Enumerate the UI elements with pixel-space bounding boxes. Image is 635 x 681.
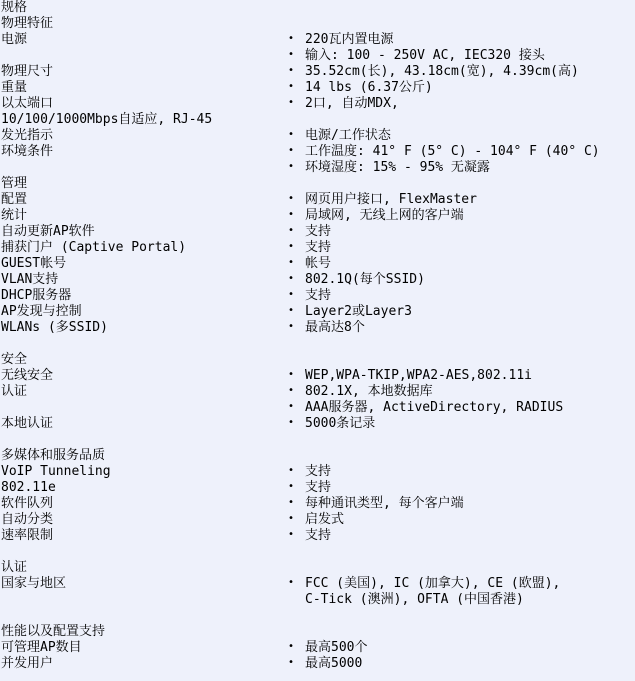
spec-label: VoIP Tunneling <box>1 464 111 479</box>
bullet-icon: • <box>288 241 295 252</box>
bullet-icon: • <box>288 161 295 172</box>
spec-value: 220瓦内置电源 <box>305 32 394 47</box>
bullet-icon: • <box>288 529 295 540</box>
spec-row <box>0 208 635 224</box>
bullet-icon: • <box>288 417 295 428</box>
spec-value: 802.1X, 本地数据库 <box>305 384 433 399</box>
spec-row <box>0 256 635 272</box>
spec-label: WLANs (多SSID) <box>1 320 108 335</box>
bullet-icon: • <box>288 49 295 60</box>
spec-value: 支持 <box>305 464 332 479</box>
spec-row <box>0 288 635 304</box>
section-title-text: 安全 <box>1 352 28 367</box>
spec-label: 环境条件 <box>1 144 54 159</box>
spec-row <box>0 304 635 320</box>
spec-label: 重量 <box>1 80 28 95</box>
spec-row <box>0 656 635 672</box>
bullet-icon: • <box>288 577 295 588</box>
spec-value-continuation: C-Tick (澳洲), OFTA (中国香港) <box>305 592 524 607</box>
section-title <box>0 448 635 464</box>
spec-label: 自动分类 <box>1 512 54 527</box>
spec-value: 802.1Q(每个SSID) <box>305 272 425 287</box>
bullet-icon: • <box>288 513 295 524</box>
spec-value-wrap <box>0 592 635 608</box>
section-title <box>0 0 635 16</box>
spec-label: 电源 <box>1 32 28 47</box>
spec-label: 国家与地区 <box>1 576 67 591</box>
spec-value: 2口, 自动MDX, <box>305 96 399 111</box>
spec-value: WEP,WPA-TKIP,WPA2-AES,802.11i <box>305 368 532 383</box>
spec-row <box>0 384 635 400</box>
bullet-icon: • <box>288 33 295 44</box>
bullet-icon: • <box>288 305 295 316</box>
spec-label: GUEST帐号 <box>1 256 67 271</box>
spec-row <box>0 320 635 336</box>
bullet-icon: • <box>288 369 295 380</box>
spec-row <box>0 224 635 240</box>
spec-value: 启发式 <box>305 512 345 527</box>
spec-label: 配置 <box>1 192 28 207</box>
bullet-icon: • <box>288 385 295 396</box>
spec-row-continued <box>0 400 635 416</box>
bullet-icon: • <box>288 641 295 652</box>
bullet-icon: • <box>288 289 295 300</box>
spec-value: 网页用户接口, FlexMaster <box>305 192 477 207</box>
spec-value: 支持 <box>305 224 332 239</box>
spec-value: Layer2或Layer3 <box>305 304 412 319</box>
spec-value: 支持 <box>305 240 332 255</box>
spec-value: FCC (美国), IC (加拿大), CE (欧盟), <box>305 576 561 591</box>
spec-row <box>0 528 635 544</box>
bullet-icon: • <box>288 273 295 284</box>
spec-value: 支持 <box>305 288 332 303</box>
spec-row <box>0 64 635 80</box>
spec-value: 支持 <box>305 528 332 543</box>
section-title <box>0 176 635 192</box>
spec-row <box>0 192 635 208</box>
spec-row-continued <box>0 160 635 176</box>
spec-row <box>0 496 635 512</box>
spec-label: 以太端口 <box>1 96 54 111</box>
spec-label: 发光指示 <box>1 128 54 143</box>
spec-label: 物理尺寸 <box>1 64 54 79</box>
bullet-icon: • <box>288 225 295 236</box>
section-title <box>0 16 635 32</box>
bullet-icon: • <box>288 129 295 140</box>
spec-value: 每种通讯类型, 每个客户端 <box>305 496 464 511</box>
bullet-icon: • <box>288 145 295 156</box>
spec-row <box>0 128 635 144</box>
spec-label: VLAN支持 <box>1 272 59 287</box>
spec-label: 认证 <box>1 384 28 399</box>
spec-label: 软件队列 <box>1 496 54 511</box>
bullet-icon: • <box>288 257 295 268</box>
spec-value: 35.52cm(长), 43.18cm(宽), 4.39cm(高) <box>305 64 579 79</box>
section-title <box>0 624 635 640</box>
spec-label: 自动更新AP软件 <box>1 224 95 239</box>
spec-value: 电源/工作状态 <box>305 128 391 143</box>
spec-value: 支持 <box>305 480 332 495</box>
spec-value: 最高5000 <box>305 656 363 671</box>
spec-row <box>0 512 635 528</box>
spec-value: 最高达8个 <box>305 320 365 335</box>
section-title <box>0 352 635 368</box>
spec-label: 10/100/1000Mbps自适应, RJ-45 <box>1 112 213 127</box>
spec-row <box>0 464 635 480</box>
spec-label: 速率限制 <box>1 528 54 543</box>
spec-label: 802.11e <box>1 480 56 495</box>
spec-row <box>0 640 635 656</box>
spec-value: 最高500个 <box>305 640 368 655</box>
section-title-text: 性能以及配置支持 <box>1 624 106 639</box>
spec-value: 5000条记录 <box>305 416 376 431</box>
spec-row <box>0 80 635 96</box>
bullet-icon: • <box>288 321 295 332</box>
section-title <box>0 560 635 576</box>
spec-label: 本地认证 <box>1 416 54 431</box>
spec-row-continued <box>0 48 635 64</box>
bullet-icon: • <box>288 401 295 412</box>
spec-row <box>0 144 635 160</box>
spec-value: AAA服务器, ActiveDirectory, RADIUS <box>305 400 564 415</box>
bullet-icon: • <box>288 81 295 92</box>
spec-row <box>0 272 635 288</box>
bullet-icon: • <box>288 497 295 508</box>
spec-value: 帐号 <box>305 256 332 271</box>
section-title-text: 物理特征 <box>1 16 54 31</box>
spec-label: 无线安全 <box>1 368 54 383</box>
spec-row <box>0 96 635 112</box>
spec-value: 输入: 100 - 250V AC, IEC320 接头 <box>305 48 545 63</box>
spec-label: DHCP服务器 <box>1 288 72 303</box>
spec-label: 统计 <box>1 208 28 223</box>
spec-row <box>0 416 635 432</box>
spec-row <box>0 240 635 256</box>
spec-row <box>0 112 635 128</box>
spec-value: 工作温度: 41° F (5° C) - 104° F (40° C) <box>305 144 600 159</box>
spec-label: 并发用户 <box>1 656 54 671</box>
spec-row <box>0 480 635 496</box>
section-title-text: 认证 <box>1 560 28 575</box>
spec-label: 可管理AP数目 <box>1 640 82 655</box>
spec-label: AP发现与控制 <box>1 304 82 319</box>
bullet-icon: • <box>288 65 295 76</box>
spec-row <box>0 32 635 48</box>
spec-row <box>0 576 635 592</box>
section-title-text: 多媒体和服务品质 <box>1 448 106 463</box>
spec-row <box>0 368 635 384</box>
bullet-icon: • <box>288 465 295 476</box>
spec-value: 环境湿度: 15% - 95% 无凝露 <box>305 160 490 175</box>
spec-value: 14 lbs (6.37公斤) <box>305 80 433 95</box>
bullet-icon: • <box>288 481 295 492</box>
spec-value: 局域网, 无线上网的客户端 <box>305 208 464 223</box>
spec-label: 捕获门户 (Captive Portal) <box>1 240 187 255</box>
section-title-text: 管理 <box>1 176 28 191</box>
bullet-icon: • <box>288 209 295 220</box>
bullet-icon: • <box>288 657 295 668</box>
bullet-icon: • <box>288 193 295 204</box>
section-title-text: 规格 <box>1 0 28 15</box>
bullet-icon: • <box>288 97 295 108</box>
